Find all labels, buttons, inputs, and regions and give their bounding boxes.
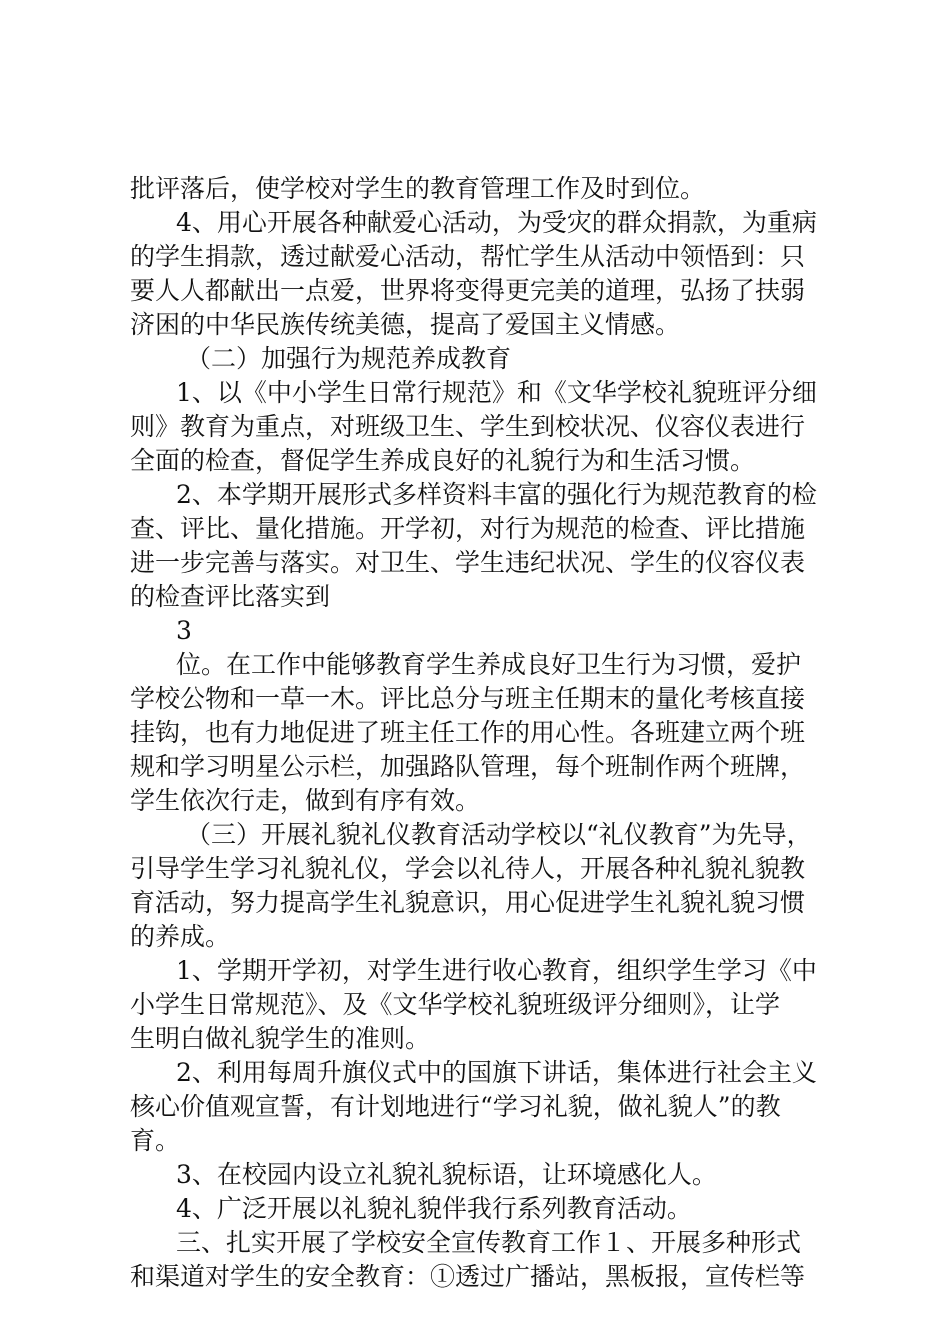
- text-line: 生明白做礼貌学生的准则。: [130, 1024, 431, 1053]
- text-line: 学生依次行走，做到有序有效。: [130, 786, 481, 815]
- text-line: 位。在工作中能够教育学生养成良好卫生行为习惯，爱护: [176, 650, 802, 679]
- text-line: 4、广泛开展以礼貌礼貌伴我行系列教育活动。: [176, 1194, 692, 1223]
- text-line: 引导学生学习礼貌礼仪，学会以礼待人，开展各种礼貌礼貌教: [130, 854, 806, 883]
- text-line: 的学生捐款，透过献爱心活动，帮忙学生从活动中领悟到：只: [130, 242, 806, 271]
- text-line: 要人人都献出一点爱，世界将变得更完美的道理，弘扬了扶弱: [130, 276, 806, 305]
- text-line: 和渠道对学生的安全教育：①透过广播站，黑板报，宣传栏等: [130, 1262, 806, 1291]
- text-line: 4、用心开展各种献爱心活动，为受灾的群众捐款，为重病: [176, 208, 817, 237]
- page-number: 3: [176, 616, 192, 645]
- text-line: 规和学习明星公示栏，加强路队管理，每个班制作两个班牌，: [130, 752, 806, 781]
- text-line: 2、本学期开展形式多样资料丰富的强化行为规范教育的检: [176, 480, 817, 509]
- text-line: 进一步完善与落实。对卫生、学生违纪状况、学生的仪容仪表: [130, 548, 806, 577]
- text-line: 查、评比、量化措施。开学初，对行为规范的检查、评比措施: [130, 514, 806, 543]
- text-line: 小学生日常规范》、及《文华学校礼貌班级评分细则》，让学: [130, 990, 781, 1019]
- text-line: 批评落后，使学校对学生的教育管理工作及时到位。: [130, 174, 706, 203]
- text-line: 则》教育为重点，对班级卫生、学生到校状况、仪容仪表进行: [130, 412, 806, 441]
- text-line: 2、利用每周升旗仪式中的国旗下讲话，集体进行社会主义: [176, 1058, 817, 1087]
- text-line: 育。: [130, 1126, 181, 1155]
- text-line: 济困的中华民族传统美德，提高了爱国主义情感。: [130, 310, 681, 339]
- section-heading: 三、扎实开展了学校安全宣传教育工作１、开展多种形式: [176, 1228, 802, 1257]
- text-line: 全面的检查，督促学生养成良好的礼貌行为和生活习惯。: [130, 446, 756, 475]
- text-line: 挂钩，也有力地促进了班主任工作的用心性。各班建立两个班: [130, 718, 806, 747]
- text-line: 育活动，努力提高学生礼貌意识，用心促进学生礼貌礼貌习惯: [130, 888, 806, 917]
- text-line: 1、以《中小学生日常行规范》和《文华学校礼貌班评分细: [176, 378, 817, 407]
- document-body: [130, 172, 830, 1294]
- text-line: 的检查评比落实到: [130, 582, 331, 611]
- section-heading: （二）加强行为规范养成教育: [186, 344, 512, 373]
- text-line: 1、学期开学初，对学生进行收心教育，组织学生学习《中: [176, 956, 817, 985]
- text-line: 学校公物和一草一木。评比总分与班主任期末的量化考核直接: [130, 684, 806, 713]
- text-line: 的养成。: [130, 922, 231, 951]
- text-line: 核心价值观宣誓，有计划地进行“学习礼貌，做礼貌人”的教: [130, 1092, 781, 1121]
- text-line: 3、在校园内设立礼貌礼貌标语，让环境感化人。: [176, 1160, 717, 1189]
- section-heading: （三）开展礼貌礼仪教育活动学校以“礼仪教育”为先导，: [186, 820, 812, 849]
